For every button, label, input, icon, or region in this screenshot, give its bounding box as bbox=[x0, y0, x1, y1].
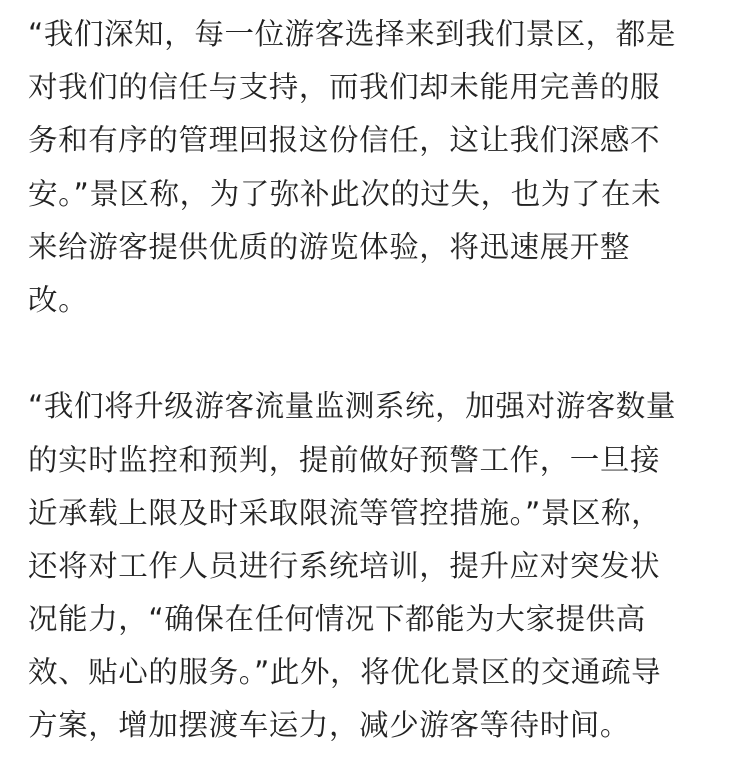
text-line: 效、贴心的服务。”此外，将优化景区的交通疏导 bbox=[28, 655, 662, 690]
text-line: 务和有序的管理回报这份信任，这让我们深感不 bbox=[28, 123, 661, 158]
article-body bbox=[28, 8, 718, 753]
text-line: 对我们的信任与支持，而我们却未能用完善的服 bbox=[28, 70, 661, 105]
text-line: 近承载上限及时采取限流等管控措施。”景区称， bbox=[28, 495, 662, 530]
text-line: 的实时监控和预判，提前做好预警工作，一旦接 bbox=[28, 442, 661, 477]
text-line: 况能力，“确保在任何情况下都能为大家提供高 bbox=[28, 602, 646, 637]
text-line: 安。”景区称，为了弥补此次的过失，也为了在未 bbox=[28, 176, 662, 211]
text-line: 方案，增加摆渡车运力，减少游客等待时间。 bbox=[28, 708, 631, 743]
text-line: 改。 bbox=[28, 282, 89, 317]
paragraph-apology bbox=[28, 8, 718, 327]
text-line: “我们深知，每一位游客选择来到我们景区，都是 bbox=[28, 17, 676, 51]
text-line: “我们将升级游客流量监测系统，加强对游客数量 bbox=[28, 389, 676, 424]
text-line: 还将对工作人员进行系统培训，提升应对突发状 bbox=[28, 548, 661, 583]
text-line: 来给游客提供优质的游览体验，将迅速展开整 bbox=[28, 229, 631, 264]
paragraph-measures bbox=[28, 380, 718, 752]
